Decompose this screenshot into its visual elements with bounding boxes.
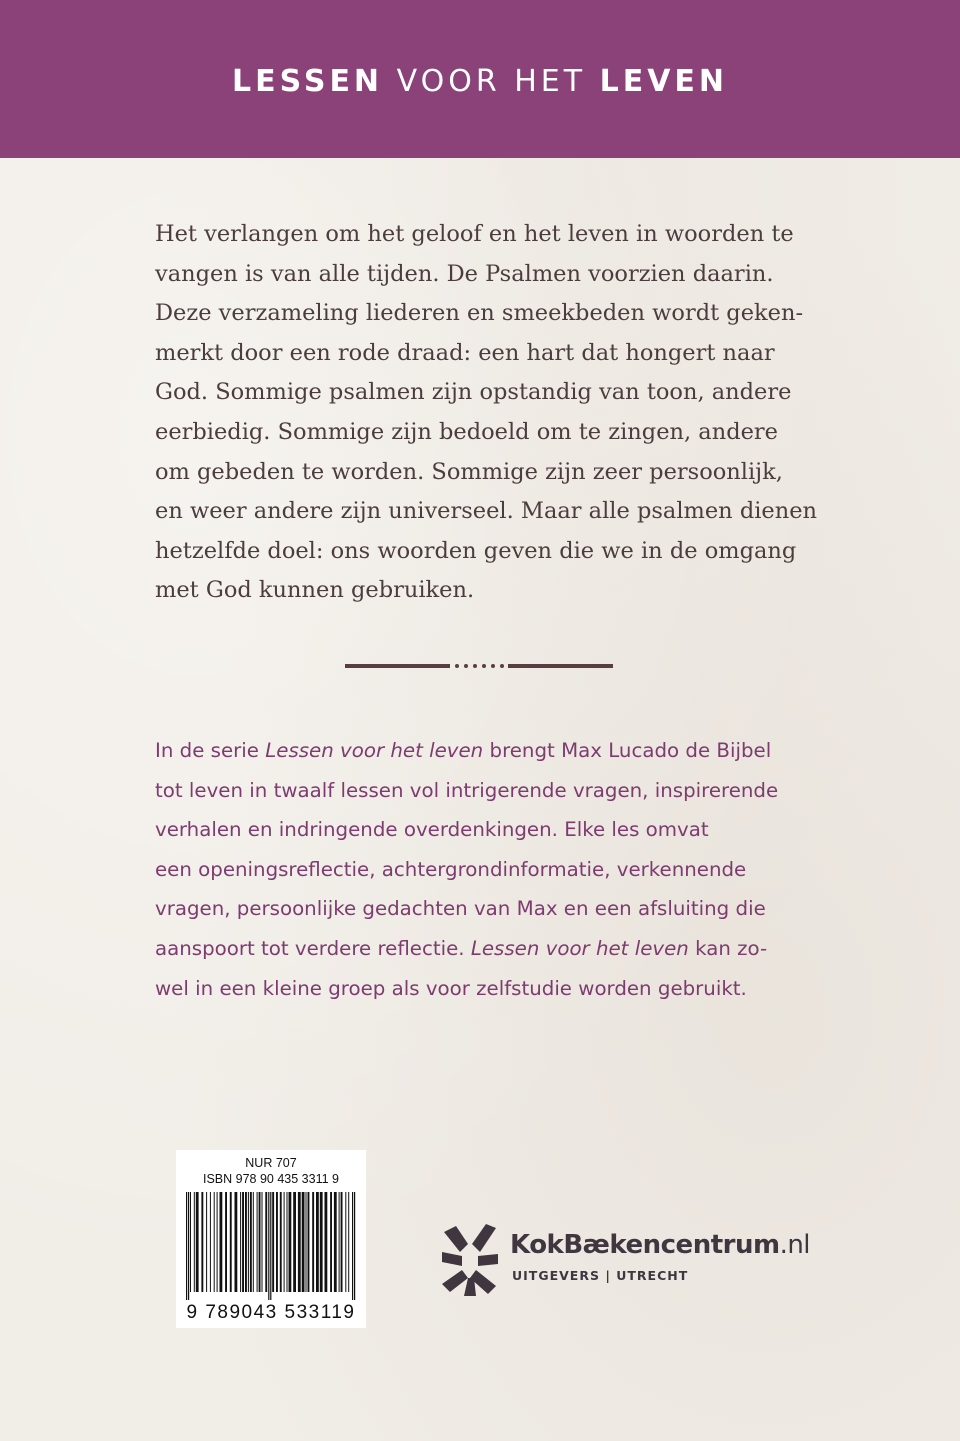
series-line: tot leven in twaalf lessen vol intrigerende vragen, inspirerende xyxy=(155,778,779,802)
barcode-bar xyxy=(320,1192,323,1292)
barcode-bar xyxy=(302,1192,305,1292)
barcode-bar xyxy=(272,1192,274,1292)
blurb-line: hetzelfde doel: ons woorden geven die we in de omgang xyxy=(155,537,797,564)
barcode-guard-bar xyxy=(268,1192,269,1300)
series-title-lessen: LESSEN xyxy=(231,63,384,99)
publisher-name: KokBækencentrum.nl xyxy=(510,1230,811,1260)
publisher-subtitle: UITGEVERS | UTRECHT xyxy=(512,1268,689,1283)
barcode-bar xyxy=(289,1192,292,1292)
blurb-line: eerbiedig. Sommige zijn bedoeld om te zingen, andere xyxy=(155,418,779,445)
barcode-bar xyxy=(210,1192,211,1292)
ean-number: 9 789043 533119 xyxy=(186,1302,356,1323)
barcode-label xyxy=(176,1150,366,1328)
series-line: In de serie Lessen voor het leven brengt Max Lucado de Bijbel xyxy=(155,739,772,762)
barcode-guard-bar xyxy=(188,1192,189,1300)
barcode-bar xyxy=(235,1192,238,1292)
barcode-bar xyxy=(220,1192,223,1292)
publisher-star-icon xyxy=(440,1222,500,1298)
series-line: een openingsreflectie, achtergrondinformatie, verkennende xyxy=(155,857,747,881)
series-name-italic: Lessen voor het leven xyxy=(265,739,484,762)
barcode-bar xyxy=(280,1192,282,1292)
barcode-bar xyxy=(196,1192,199,1292)
barcode-bar xyxy=(276,1192,278,1292)
series-line: wel in een kleine groep als voor zelfstudie worden gebruikt. xyxy=(155,976,747,1000)
blurb-line: Deze verzameling liederen en smeekbeden wordt geken- xyxy=(155,300,804,327)
barcode-bar xyxy=(284,1192,285,1292)
blurb-line: en weer andere zijn universeel. Maar alle psalmen dienen xyxy=(155,498,818,525)
barcode-bar xyxy=(262,1192,263,1292)
blurb-line: met God kunnen gebruiken. xyxy=(155,577,475,604)
book-blurb xyxy=(155,215,818,611)
barcode-bar xyxy=(348,1192,349,1292)
series-title-leven: LEVEN xyxy=(599,63,729,99)
barcode-bar xyxy=(217,1192,218,1292)
barcode-guard-bar xyxy=(352,1192,353,1300)
series-description xyxy=(155,731,835,1008)
barcode-bar xyxy=(248,1192,249,1292)
series-line: verhalen en indringende overdenkingen. Elke les omvat xyxy=(155,818,709,842)
barcode-bar xyxy=(257,1192,258,1292)
barcode-bar xyxy=(330,1192,332,1292)
barcode-bar xyxy=(265,1192,267,1292)
series-title xyxy=(232,64,728,99)
barcode-bar xyxy=(334,1192,337,1292)
isbn-number: ISBN 978 90 435 3311 9 xyxy=(203,1172,339,1186)
barcode-bars xyxy=(184,1192,358,1302)
series-name-italic: Lessen voor het leven xyxy=(470,936,689,960)
barcode-bar xyxy=(201,1192,203,1292)
blurb-line: vangen is van alle tijden. De Psalmen voorzien daarin. xyxy=(155,260,774,287)
blurb-line: God. Sommige psalmen zijn opstandig van toon, andere xyxy=(155,379,792,406)
series-line: vragen, persoonlijke gedachten van Max en een afsluiting die xyxy=(155,897,766,921)
barcode-bar xyxy=(253,1192,254,1292)
nur-code: NUR 707 xyxy=(245,1156,297,1170)
barcode-bar xyxy=(293,1192,296,1292)
barcode-bar xyxy=(341,1192,343,1292)
barcode-bar xyxy=(287,1192,288,1292)
series-line: aanspoort tot verdere reflectie. Lessen voor het leven kan zo- xyxy=(155,936,768,960)
barcode-bar xyxy=(225,1192,227,1292)
publisher-logo xyxy=(440,1222,840,1302)
barcode-bar xyxy=(242,1192,244,1292)
barcode-guard-bar xyxy=(186,1192,187,1300)
barcode-guard-bar xyxy=(354,1192,355,1300)
barcode-bar xyxy=(240,1192,241,1292)
blurb-line: om gebeden te worden. Sommige zijn zeer persoonlijk, xyxy=(155,458,783,485)
blurb-line: merkt door een rode draad: een hart dat hongert naar xyxy=(155,339,775,366)
barcode-bar xyxy=(230,1192,232,1292)
barcode-bar xyxy=(206,1192,207,1292)
series-title-voor-het: VOOR HET xyxy=(396,63,587,99)
barcode-bar xyxy=(250,1192,252,1292)
barcode-bar xyxy=(190,1192,191,1292)
header-band xyxy=(0,0,960,158)
barcode-guard-bar xyxy=(270,1192,271,1300)
barcode-bar xyxy=(298,1192,301,1292)
barcode-bar xyxy=(214,1192,215,1292)
ornamental-divider xyxy=(345,655,613,679)
barcode-bar xyxy=(306,1192,307,1292)
barcode-bar xyxy=(339,1192,340,1292)
barcode-bar xyxy=(312,1192,314,1292)
barcode-bar xyxy=(308,1192,310,1292)
blurb-line: Het verlangen om het geloof en het leven in woorden te xyxy=(155,221,794,247)
barcode-bar xyxy=(316,1192,319,1292)
barcode-bar xyxy=(245,1192,247,1292)
barcode-bar xyxy=(325,1192,328,1292)
barcode-bar xyxy=(194,1192,195,1292)
barcode-bar xyxy=(345,1192,346,1292)
barcode-bar xyxy=(259,1192,261,1292)
